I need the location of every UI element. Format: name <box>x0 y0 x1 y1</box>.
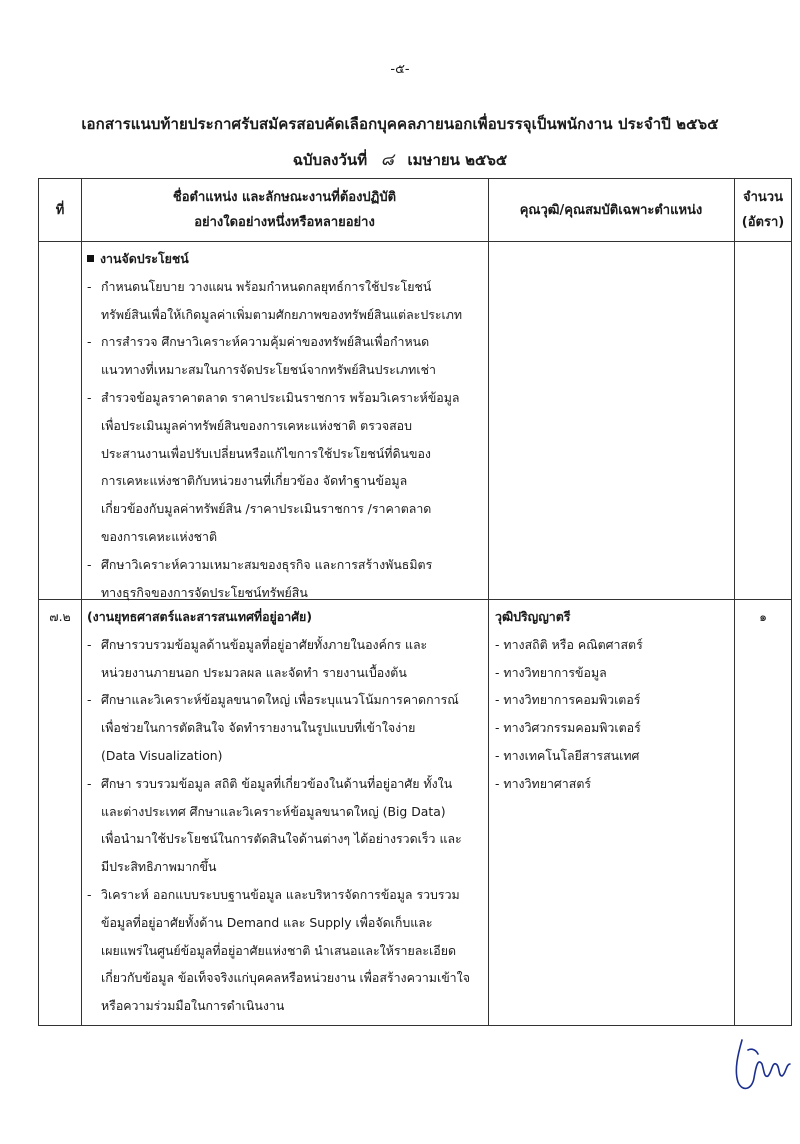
qualification-item: - ทางเทคโนโลยีสารสนเทศ <box>495 747 640 763</box>
date-month-year: เมษายน ๒๕๖๕ <box>407 151 508 169</box>
page-number: -๕- <box>390 62 410 77</box>
duty-line: - ศึกษาวิเคราะห์ความเหมาะสมของธุรกิจ และการสร้างพันธมิตร <box>87 556 433 572</box>
date-prefix: ฉบับลงวันที่ <box>292 151 368 169</box>
qualification-item: - ทางวิทยาการคอมพิวเตอร์ <box>495 692 641 708</box>
row1-duties <box>87 245 487 606</box>
duty-line: - การสำรวจ ศึกษาวิเคราะห์ความคุ้มค่าของทรัพย์สินเพื่อกำหนด <box>87 334 430 350</box>
duty-line: ทรัพย์สินเพื่อให้เกิดมูลค่าเพิ่มตามศักยภาพของทรัพย์สินแต่ละประเภท <box>101 306 463 322</box>
duty-line: เกี่ยวกับข้อมูล ข้อเท็จจริงแก่บุคคลหรือหน่วยงาน เพื่อสร้างความเข้าใจ <box>101 970 470 986</box>
duty-line: ประสานงานเพื่อปรับเปลี่ยนหรือแก้ไขการใช้ประโยชน์ที่ดินของ <box>101 445 431 461</box>
header-count: จำนวน (อัตรา) <box>741 190 785 230</box>
document-date <box>0 146 800 173</box>
duty-line: - วิเคราะห์ ออกแบบระบบฐานข้อมูล และบริหารจัดการข้อมูล รวบรวม <box>87 886 460 902</box>
duty-line: เพื่อประเมินมูลค่าทรัพย์สินของการเคหะแห่งชาติ ตรวจสอบ <box>101 417 412 433</box>
qualification-item: - ทางวิศวกรรมคอมพิวเตอร์ <box>495 720 641 736</box>
duty-line: เผยแพร่ในศูนย์ข้อมูลที่อยู่อาศัยแห่งชาติ นำเสนอและให้รายละเอียด <box>101 942 456 958</box>
duty-line: เพื่อนำมาใช้ประโยชน์ในการตัดสินใจด้านต่างๆ ได้อย่างรวดเร็ว และ <box>101 831 462 847</box>
date-day-handwritten: ๘ <box>380 150 394 170</box>
row2-duties <box>87 603 487 1020</box>
duty-line: ข้อมูลที่อยู่อาศัยทั้งด้าน Demand และ Supply เพื่อจัดเก็บและ <box>101 914 433 930</box>
duty-line: และต่างประเทศ ศึกษาและวิเคราะห์ข้อมูลขนาดใหญ่ (Big Data) <box>101 803 446 819</box>
duty-line: เกี่ยวข้องกับมูลค่าทรัพย์สิน /ราคาประเมินราชการ /ราคาตลาด <box>101 501 432 517</box>
row2-heading: (งานยุทธศาสตร์และสารสนเทศที่อยู่อาศัย) <box>87 609 312 624</box>
duty-line: เพื่อช่วยในการตัดสินใจ จัดทำรายงานในรูปแบบที่เข้าใจง่าย <box>101 720 416 736</box>
header-qualification: คุณวุฒิ/คุณสมบัติเฉพาะตำแหน่ง <box>519 202 703 218</box>
qualification-item: - ทางสถิติ หรือ คณิตศาสตร์ <box>495 636 643 652</box>
row1-heading: งานจัดประโยชน์ <box>87 245 487 273</box>
duty-line: - ศึกษาและวิเคราะห์ข้อมูลขนาดใหญ่ เพื่อระบุแนวโน้มการคาดการณ์ <box>87 692 459 708</box>
duty-line: แนวทางที่เหมาะสมในการจัดประโยชน์จากทรัพย์สินประเภทเช่า <box>101 362 436 378</box>
row2-no: ๗.๒ <box>49 609 71 624</box>
duty-line: มีประสิทธิภาพมากขึ้น <box>101 859 217 875</box>
duty-line: หรือความร่วมมือในการดำเนินงาน <box>101 998 285 1014</box>
row2-qualification <box>495 603 733 798</box>
qualification-item: - ทางวิทยาการข้อมูล <box>495 664 607 680</box>
square-bullet-icon <box>87 255 94 262</box>
duty-line: - ศึกษา รวบรวมข้อมูล สถิติ ข้อมูลที่เกี่ยวข้องในด้านที่อยู่อาศัย ทั้งใน <box>87 775 453 791</box>
row2-count: ๑ <box>759 609 767 624</box>
duty-line: การเคหะแห่งชาติกับหน่วยงานที่เกี่ยวข้อง จัดทำฐานข้อมูล <box>101 473 408 489</box>
duty-line: ทางธุรกิจของการจัดประโยชน์ทรัพย์สิน <box>101 584 308 600</box>
signature-icon <box>728 1030 796 1096</box>
qualification-item: - ทางวิทยาศาสตร์ <box>495 775 592 791</box>
positions-table <box>38 178 792 1026</box>
header-position: ชื่อตำแหน่ง และลักษณะงานที่ต้องปฏิบัติ อย่างใดอย่างหนึ่งหรือหลายอย่าง <box>172 190 397 230</box>
header-no: ที่ <box>55 202 65 218</box>
duty-line: ของการเคหะแห่งชาติ <box>101 528 218 544</box>
duty-line: - สำรวจข้อมูลราคาตลาด ราคาประเมินราชการ พร้อมวิเคราะห์ข้อมูล <box>87 389 460 405</box>
duty-line: หน่วยงานภายนอก ประมวลผล และจัดทำ รายงานเบื้องต้น <box>101 664 407 680</box>
duty-line: (Data Visualization) <box>101 747 223 763</box>
duty-line: - ศึกษารวบรวมข้อมูลด้านข้อมูลที่อยู่อาศัยทั้งภายในองค์กร และ <box>87 636 428 652</box>
qualification-heading: วุฒิปริญญาตรี <box>495 609 571 624</box>
duty-line: - กำหนดนโยบาย วางแผน พร้อมกำหนดกลยุทธ์การใช้ประโยชน์ <box>87 278 432 294</box>
document-title: เอกสารแนบท้ายประกาศรับสมัครสอบคัดเลือกบุคคลภายนอกเพื่อบรรจุเป็นพนักงาน ประจำปี ๒๕๖๕ <box>81 115 719 133</box>
